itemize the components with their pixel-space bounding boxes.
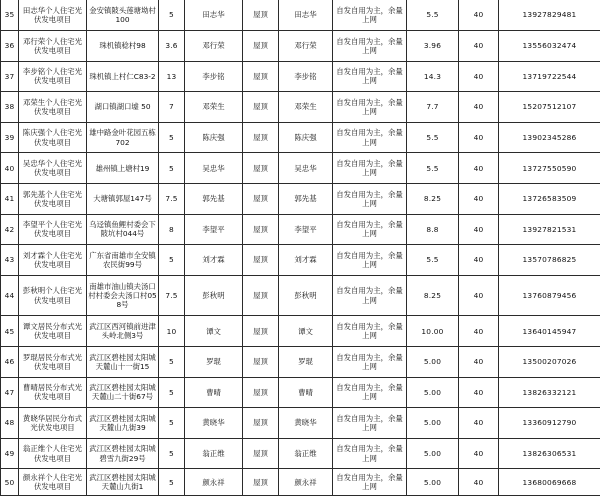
install-address: 南雄市油山镇夫汤口村村委会夫汤口村058号 — [87, 275, 159, 316]
owner-name: 陈庆强 — [185, 122, 243, 153]
table-row — [1, 347, 600, 378]
install-address: 武江区碧桂园太阳城碧雪九街29号 — [87, 438, 159, 469]
owner-name: 黄晓华 — [185, 408, 243, 439]
contact-name: 罗琨 — [279, 347, 333, 378]
row-number: 38 — [1, 92, 19, 123]
operating-years: 40 — [459, 347, 499, 378]
owner-name: 彭秋明 — [185, 275, 243, 316]
rated-capacity: 3.96 — [407, 31, 459, 62]
project-name: 翁正维个人住宅光伏发电项目 — [19, 438, 87, 469]
table-row — [1, 92, 600, 123]
phone-number: 13902345286 — [499, 122, 600, 153]
table-row — [1, 245, 600, 276]
contact-name: 郭先基 — [279, 183, 333, 214]
contact-name: 曹晴 — [279, 377, 333, 408]
capacity-kw: 10 — [159, 316, 185, 347]
owner-name: 翁正维 — [185, 438, 243, 469]
phone-number: 13640145947 — [499, 316, 600, 347]
capacity-kw: 13 — [159, 61, 185, 92]
rated-capacity: 8.25 — [407, 183, 459, 214]
grid-mode: 自发自用为主，余量上网 — [333, 122, 407, 153]
project-name: 谭文居民分布式光伏发电项目 — [19, 316, 87, 347]
rated-capacity: 5.00 — [407, 377, 459, 408]
table-row — [1, 408, 600, 439]
rated-capacity: 5.00 — [407, 347, 459, 378]
contact-name: 黄晓华 — [279, 408, 333, 439]
owner-name: 邓行荣 — [185, 31, 243, 62]
rated-capacity: 8.8 — [407, 214, 459, 245]
project-name: 李望平个人住宅光伏发电项目 — [19, 214, 87, 245]
install-type: 屋顶 — [243, 183, 279, 214]
project-name: 李步铭个人住宅光伏发电项目 — [19, 61, 87, 92]
rated-capacity: 10.00 — [407, 316, 459, 347]
row-number: 36 — [1, 31, 19, 62]
phone-number: 15207512107 — [499, 92, 600, 123]
operating-years: 40 — [459, 0, 499, 31]
operating-years: 40 — [459, 61, 499, 92]
row-number: 43 — [1, 245, 19, 276]
row-number: 39 — [1, 122, 19, 153]
capacity-kw: 7.5 — [159, 275, 185, 316]
capacity-kw: 8 — [159, 214, 185, 245]
row-number: 45 — [1, 316, 19, 347]
capacity-kw: 5 — [159, 408, 185, 439]
install-address: 珠机镇稔村98 — [87, 31, 159, 62]
project-name: 曹晴居民分布式光伏发电项目 — [19, 377, 87, 408]
phone-number: 13826332121 — [499, 377, 600, 408]
grid-mode: 自发自用为主，余量上网 — [333, 0, 407, 31]
contact-name: 田志华 — [279, 0, 333, 31]
contact-name: 谭文 — [279, 316, 333, 347]
rated-capacity: 5.5 — [407, 245, 459, 276]
contact-name: 邓荣生 — [279, 92, 333, 123]
phone-number: 13927829481 — [499, 0, 600, 31]
install-type: 屋顶 — [243, 245, 279, 276]
install-address: 武江区碧桂园太阳城天麓山十一街15 — [87, 347, 159, 378]
project-name: 邓行荣个人住宅光伏发电项目 — [19, 31, 87, 62]
grid-mode: 自发自用为主，余量上网 — [333, 92, 407, 123]
grid-mode: 自发自用为主，余量上网 — [333, 408, 407, 439]
row-number: 46 — [1, 347, 19, 378]
phone-number: 13360912790 — [499, 408, 600, 439]
project-name: 刘才霖个人住宅光伏发电项目 — [19, 245, 87, 276]
row-number: 41 — [1, 183, 19, 214]
install-type: 屋顶 — [243, 92, 279, 123]
project-name: 郭先基个人住宅光伏发电项目 — [19, 183, 87, 214]
phone-number: 13760879456 — [499, 275, 600, 316]
owner-name: 邓荣生 — [185, 92, 243, 123]
project-name: 彭秋明个人住宅光伏发电项目 — [19, 275, 87, 316]
operating-years: 40 — [459, 438, 499, 469]
install-address: 珠机镇上村仁C83-2 — [87, 61, 159, 92]
install-type: 屋顶 — [243, 214, 279, 245]
operating-years: 40 — [459, 122, 499, 153]
table-row — [1, 31, 600, 62]
phone-number: 13570786825 — [499, 245, 600, 276]
contact-name: 彭秋明 — [279, 275, 333, 316]
rated-capacity: 8.25 — [407, 275, 459, 316]
table-row — [1, 153, 600, 184]
install-address: 武江区碧桂园太阳城天麓山九街39 — [87, 408, 159, 439]
install-address: 武江区西河镇前进津头岭北侧3号 — [87, 316, 159, 347]
owner-name: 李步铭 — [185, 61, 243, 92]
install-type: 屋顶 — [243, 408, 279, 439]
install-address: 乌迳镇鱼鲤村委会下陂坑村044号 — [87, 214, 159, 245]
operating-years: 40 — [459, 153, 499, 184]
table-row — [1, 183, 600, 214]
project-name: 田志华个人住宅光伏发电项目 — [19, 0, 87, 31]
install-address: 大塘镇郭屋147号 — [87, 183, 159, 214]
grid-mode: 自发自用为主，余量上网 — [333, 438, 407, 469]
rated-capacity: 5.5 — [407, 0, 459, 31]
install-type: 屋顶 — [243, 275, 279, 316]
project-name: 吴忠华个人住宅光伏发电项目 — [19, 153, 87, 184]
operating-years: 40 — [459, 275, 499, 316]
install-type: 屋顶 — [243, 61, 279, 92]
operating-years: 40 — [459, 245, 499, 276]
table-row — [1, 438, 600, 469]
operating-years: 40 — [459, 408, 499, 439]
row-number: 35 — [1, 0, 19, 31]
capacity-kw: 5 — [159, 245, 185, 276]
phone-number: 13927821531 — [499, 214, 600, 245]
capacity-kw: 5 — [159, 153, 185, 184]
grid-mode: 自发自用为主，余量上网 — [333, 347, 407, 378]
contact-name: 吴忠华 — [279, 153, 333, 184]
install-type: 屋顶 — [243, 316, 279, 347]
operating-years: 40 — [459, 316, 499, 347]
rated-capacity: 5.00 — [407, 438, 459, 469]
owner-name: 郭先基 — [185, 183, 243, 214]
grid-mode: 自发自用为主，余量上网 — [333, 183, 407, 214]
rated-capacity: 7.7 — [407, 92, 459, 123]
phone-number: 13556032474 — [499, 31, 600, 62]
phone-number: 13727550590 — [499, 153, 600, 184]
capacity-kw: 5 — [159, 438, 185, 469]
table-row — [1, 469, 600, 496]
contact-name: 李望平 — [279, 214, 333, 245]
phone-number: 13726583509 — [499, 183, 600, 214]
operating-years: 40 — [459, 31, 499, 62]
phone-number: 13826306531 — [499, 438, 600, 469]
capacity-kw: 7.5 — [159, 183, 185, 214]
install-address: 湖口镇湖口墟 50 — [87, 92, 159, 123]
phone-number: 13719722544 — [499, 61, 600, 92]
operating-years: 40 — [459, 183, 499, 214]
install-address: 广东省南雄市全安镇农民街99号 — [87, 245, 159, 276]
capacity-kw: 5 — [159, 469, 185, 496]
operating-years: 40 — [459, 377, 499, 408]
grid-mode: 自发自用为主，余量上网 — [333, 61, 407, 92]
install-address: 武江区碧桂园太阳城天麓山九街1 — [87, 469, 159, 496]
table-row — [1, 122, 600, 153]
operating-years: 40 — [459, 214, 499, 245]
owner-name: 谭文 — [185, 316, 243, 347]
owner-name: 曹晴 — [185, 377, 243, 408]
table-row — [1, 275, 600, 316]
install-address: 金安镇陂头莲塘坳村100 — [87, 0, 159, 31]
table-row — [1, 214, 600, 245]
capacity-kw: 5 — [159, 0, 185, 31]
phone-number: 13500207026 — [499, 347, 600, 378]
row-number: 50 — [1, 469, 19, 496]
owner-name: 吴忠华 — [185, 153, 243, 184]
contact-name: 翁正维 — [279, 438, 333, 469]
install-type: 屋顶 — [243, 122, 279, 153]
project-name: 邓荣生个人住宅光伏发电项目 — [19, 92, 87, 123]
install-type: 屋顶 — [243, 347, 279, 378]
owner-name: 刘才霖 — [185, 245, 243, 276]
rated-capacity: 5.5 — [407, 153, 459, 184]
contact-name: 李步铭 — [279, 61, 333, 92]
capacity-kw: 7 — [159, 92, 185, 123]
owner-name: 罗琨 — [185, 347, 243, 378]
grid-mode: 自发自用为主，余量上网 — [333, 153, 407, 184]
capacity-kw: 5 — [159, 122, 185, 153]
contact-name: 颜永祥 — [279, 469, 333, 496]
contact-name: 陈庆强 — [279, 122, 333, 153]
grid-mode: 自发自用为主，余量上网 — [333, 245, 407, 276]
operating-years: 40 — [459, 469, 499, 496]
install-type: 屋顶 — [243, 469, 279, 496]
contact-name: 邓行荣 — [279, 31, 333, 62]
project-name: 罗琨居民分布式光伏发电项目 — [19, 347, 87, 378]
install-type: 屋顶 — [243, 31, 279, 62]
install-address: 雄州镇上塘村19 — [87, 153, 159, 184]
owner-name: 颜永祥 — [185, 469, 243, 496]
table-row — [1, 377, 600, 408]
install-address: 雄中路金叶花园五栋702 — [87, 122, 159, 153]
capacity-kw: 5 — [159, 377, 185, 408]
install-type: 屋顶 — [243, 0, 279, 31]
project-name: 陈庆强个人住宅光伏发电项目 — [19, 122, 87, 153]
phone-number: 13680069668 — [499, 469, 600, 496]
project-name: 黄晓华居民分布式光伏发电项目 — [19, 408, 87, 439]
rated-capacity: 5.00 — [407, 408, 459, 439]
grid-mode: 自发自用为主，余量上网 — [333, 214, 407, 245]
project-name: 颜永祥个人住宅光伏发电项目 — [19, 469, 87, 496]
row-number: 42 — [1, 214, 19, 245]
capacity-kw: 5 — [159, 347, 185, 378]
operating-years: 40 — [459, 92, 499, 123]
install-type: 屋顶 — [243, 377, 279, 408]
install-address: 武江区碧桂园太阳城天麓山二十街67号 — [87, 377, 159, 408]
rated-capacity: 14.3 — [407, 61, 459, 92]
row-number: 37 — [1, 61, 19, 92]
grid-mode: 自发自用为主，余量上网 — [333, 31, 407, 62]
row-number: 49 — [1, 438, 19, 469]
grid-mode: 自发自用为主，余量上网 — [333, 316, 407, 347]
contact-name: 刘才霖 — [279, 245, 333, 276]
row-number: 40 — [1, 153, 19, 184]
rated-capacity: 5.00 — [407, 469, 459, 496]
row-number: 48 — [1, 408, 19, 439]
install-type: 屋顶 — [243, 153, 279, 184]
capacity-kw: 3.6 — [159, 31, 185, 62]
row-number: 47 — [1, 377, 19, 408]
grid-mode: 自发自用为主，余量上网 — [333, 469, 407, 496]
owner-name: 田志华 — [185, 0, 243, 31]
table-row — [1, 316, 600, 347]
table-row — [1, 61, 600, 92]
grid-mode: 自发自用为主，余量上网 — [333, 275, 407, 316]
table-row — [1, 0, 600, 31]
install-type: 屋顶 — [243, 438, 279, 469]
rated-capacity: 5.5 — [407, 122, 459, 153]
owner-name: 李望平 — [185, 214, 243, 245]
grid-mode: 自发自用为主，余量上网 — [333, 377, 407, 408]
row-number: 44 — [1, 275, 19, 316]
